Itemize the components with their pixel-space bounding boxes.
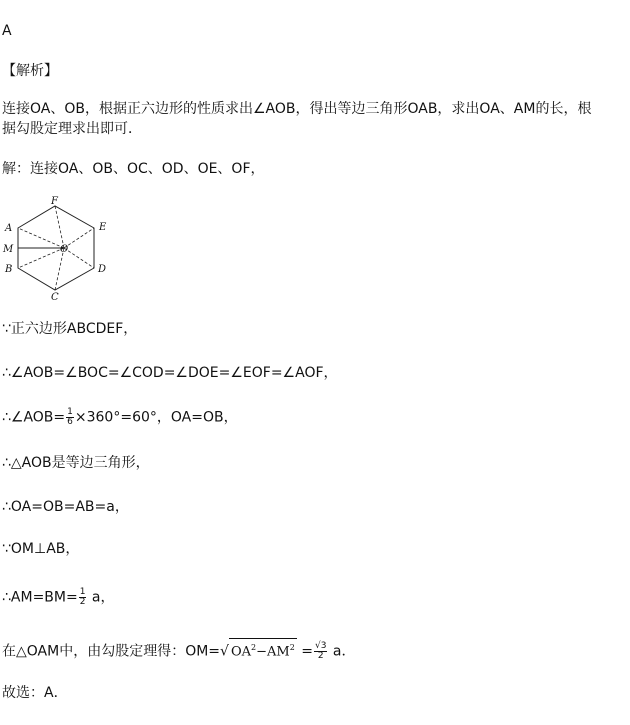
segment-oa (18, 228, 64, 248)
step-8-pre: 在△OAM中，由勾股定理得：OM= (2, 643, 221, 660)
radicand (229, 638, 297, 661)
segment-ob (18, 248, 64, 268)
fraction-one-half (79, 588, 87, 607)
fraction-numerator: 1 (67, 407, 73, 417)
step-8-post: a． (328, 643, 356, 660)
label-f: F (51, 196, 58, 207)
analysis-line-2: 据勾股定理求出即可． (2, 121, 142, 137)
analysis-line-1: 连接OA、OB，根据正六边形的性质求出∠AOB，得出等边三角形OAB，求出OA、AM的长，根 (2, 101, 592, 117)
analysis-heading: 【解析】 (2, 63, 58, 79)
label-e: E (99, 222, 107, 233)
step-7-post: a， (87, 589, 115, 606)
step-7 (2, 588, 114, 607)
step-1: ∵正六边形ABCDEF， (2, 321, 138, 337)
step-4: ∴△AOB是等边三角形， (2, 455, 150, 471)
step-3-post: ×360°=60°，OA=OB， (74, 409, 238, 426)
segment-od (64, 248, 94, 268)
label-o: O (60, 244, 69, 255)
fraction-denominator: 2 (79, 597, 86, 607)
step-7-pre: ∴AM=BM= (2, 589, 78, 606)
fraction-denominator: 2 (317, 650, 324, 661)
fraction-numerator: √3 (314, 640, 327, 651)
label-a: A (5, 223, 13, 234)
radicand-oa: OA (230, 644, 251, 660)
segment-of (55, 206, 64, 248)
label-d: D (98, 264, 107, 275)
fraction-one-sixth (66, 408, 74, 427)
radicand-am: −AM (256, 644, 290, 660)
exponent-1: 2 (251, 643, 257, 652)
answer-letter: A (2, 23, 12, 39)
solution-intro: 解：连接OA、OB、OC、OD、OE、OF， (2, 161, 265, 177)
segment-oe (64, 228, 94, 248)
conclusion: 故选：A． (2, 685, 68, 701)
label-m: M (3, 244, 14, 255)
fraction-denominator: 6 (67, 417, 73, 427)
step-6: ∵OM⊥AB， (2, 541, 80, 557)
step-3-pre: ∴∠AOB= (2, 409, 66, 426)
step-8 (2, 638, 355, 661)
radical-sign: √ (220, 643, 229, 660)
fraction-root3-half (314, 642, 327, 661)
exponent-2: 2 (289, 643, 295, 652)
step-2: ∴∠AOB=∠BOC=∠COD=∠DOE=∠EOF=∠AOF， (2, 365, 338, 381)
step-8-eq: = (296, 643, 313, 660)
label-c: C (51, 292, 59, 301)
label-b: B (5, 264, 13, 275)
step-5: ∴OA=OB=AB=a， (2, 499, 129, 515)
fraction-numerator: 1 (79, 587, 86, 597)
step-3 (2, 408, 238, 427)
hexagon-figure (0, 196, 130, 301)
